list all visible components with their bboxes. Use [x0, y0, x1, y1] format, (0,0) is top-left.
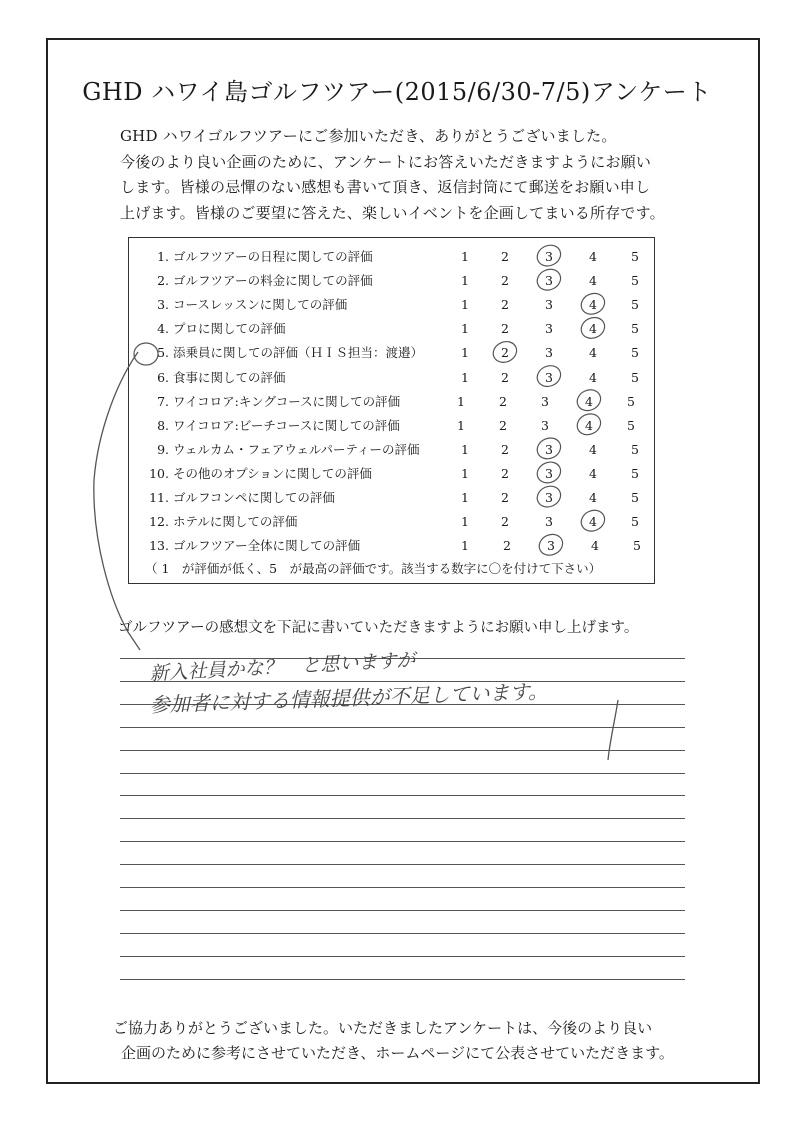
rating-option-4[interactable]: 4	[589, 321, 597, 337]
rating-option-1[interactable]: 1	[457, 393, 465, 409]
rating-option-3[interactable]: 3	[545, 273, 553, 289]
intro-line: します。皆様の忌憚のない感想も書いて頂き、返信封筒にて郵送をお願い申し	[120, 178, 651, 196]
selected-rating-circle	[534, 458, 564, 486]
rating-option-5[interactable]: 5	[631, 345, 639, 361]
closing-message	[113, 1016, 733, 1066]
rating-option-5[interactable]: 5	[631, 273, 639, 289]
question-number: 1.	[157, 249, 169, 264]
selected-rating-circle	[536, 531, 566, 559]
selected-rating-circle	[490, 338, 520, 366]
rating-option-1[interactable]: 1	[461, 441, 469, 457]
rating-option-4[interactable]: 4	[591, 538, 599, 554]
selected-rating-circle	[534, 362, 564, 390]
rating-option-4[interactable]: 4	[585, 417, 593, 433]
question-text: ホテルに関しての評価	[173, 514, 298, 530]
rating-option-1[interactable]: 1	[461, 345, 469, 361]
rating-option-4[interactable]: 4	[589, 345, 597, 361]
question-text: ワイコロア:ビーチコースに関しての評価	[173, 417, 400, 433]
pen-stroke	[94, 352, 140, 650]
question-text: ウェルカム・フェアウェルパーティーの評価	[173, 441, 420, 457]
rating-option-3[interactable]: 3	[545, 441, 553, 457]
rating-option-4[interactable]: 4	[589, 369, 597, 385]
rating-option-5[interactable]: 5	[631, 441, 639, 457]
comment-prompt: ゴルフツアーの感想文を下記に書いていただきますようにお願い申し上げます。	[118, 620, 639, 636]
rating-option-3[interactable]: 3	[545, 249, 553, 264]
question-number: 3.	[157, 297, 169, 313]
selected-rating-circle	[574, 386, 604, 414]
handwritten-comment-line: 新入社員かな？ と思いますが	[149, 649, 416, 685]
question-text: ゴルフコンペに関しての評価	[173, 490, 335, 505]
rating-option-4[interactable]: 4	[589, 465, 597, 481]
rating-option-3[interactable]: 3	[545, 321, 553, 337]
rating-option-3[interactable]: 3	[541, 393, 549, 409]
rating-option-1[interactable]: 1	[461, 490, 469, 505]
selected-rating-circle	[578, 507, 608, 535]
rating-option-2[interactable]: 2	[501, 369, 509, 385]
closing-line: 企画のために参考にさせていただき、ホームページにて公表させていただきます。	[121, 1044, 674, 1062]
rating-option-5[interactable]: 5	[631, 514, 639, 530]
question-text: その他のオプションに関しての評価	[173, 465, 372, 481]
intro-line: 上げます。皆様のご要望に答えた、楽しいイベントを企画してまいる所存です。	[120, 203, 665, 222]
survey-title: GHD ハワイ島ゴルフツアー(2015/6/30-7/5)アンケート	[82, 78, 712, 106]
rating-option-4[interactable]: 4	[589, 441, 597, 457]
rating-option-3[interactable]: 3	[545, 465, 553, 481]
question-number: 2.	[157, 273, 169, 289]
question-text: 食事に関しての評価	[173, 369, 286, 385]
rating-option-1[interactable]: 1	[457, 417, 465, 433]
question-number: 9.	[157, 441, 169, 457]
rating-option-4[interactable]: 4	[589, 249, 597, 264]
rating-option-5[interactable]: 5	[631, 369, 639, 385]
rating-option-2[interactable]: 2	[501, 249, 509, 264]
rating-option-1[interactable]: 1	[461, 465, 469, 481]
rating-option-2[interactable]: 2	[501, 490, 509, 505]
item-5-mark	[134, 343, 158, 365]
selected-rating-circle	[578, 314, 608, 342]
rating-option-2[interactable]: 2	[501, 345, 509, 361]
rating-option-3[interactable]: 3	[545, 345, 553, 361]
handwritten-comment-line: 参加者に対する情報提供が不足しています。	[149, 679, 549, 717]
rating-option-4[interactable]: 4	[589, 273, 597, 289]
rating-option-5[interactable]: 5	[631, 490, 639, 505]
rating-instructions: （ 1 が評価が低く、5 が最高の評価です。該当する数字に〇を付けて下さい）	[145, 561, 602, 576]
rating-option-3[interactable]: 3	[545, 490, 553, 505]
pen-stroke	[608, 700, 618, 760]
rating-option-4[interactable]: 4	[589, 490, 597, 505]
selected-rating-circle	[574, 410, 604, 438]
question-number: 6.	[157, 369, 169, 385]
rating-option-1[interactable]: 1	[461, 273, 469, 289]
rating-option-1[interactable]: 1	[461, 538, 469, 554]
rating-option-5[interactable]: 5	[631, 249, 639, 264]
rating-option-1[interactable]: 1	[461, 514, 469, 530]
question-number: 12.	[149, 514, 169, 530]
rating-option-5[interactable]: 5	[627, 417, 635, 433]
closing-line: ご協力ありがとうございました。いただきましたアンケートは、今後のより良い	[113, 1019, 653, 1037]
question-text: ワイコロア:キングコースに関しての評価	[173, 393, 401, 409]
selected-rating-circle	[578, 290, 608, 318]
question-number: 7.	[157, 393, 169, 409]
rating-option-2[interactable]: 2	[503, 538, 511, 554]
selected-rating-circle	[534, 482, 564, 510]
rating-option-1[interactable]: 1	[461, 297, 469, 313]
question-number: 11.	[149, 490, 169, 505]
question-text: プロに関しての評価	[173, 321, 286, 337]
rating-option-3[interactable]: 3	[547, 538, 555, 554]
rating-option-2[interactable]: 2	[501, 441, 509, 457]
rating-option-2[interactable]: 2	[501, 273, 509, 289]
question-number: 13.	[149, 538, 169, 554]
selected-rating-circle	[534, 434, 564, 462]
question-text: ゴルフツアーの料金に関しての評価	[173, 273, 373, 289]
selected-rating-circle	[534, 241, 564, 269]
rating-option-2[interactable]: 2	[501, 514, 509, 530]
rating-option-5[interactable]: 5	[631, 321, 639, 337]
rating-option-5[interactable]: 5	[631, 297, 639, 313]
rating-option-4[interactable]: 4	[589, 297, 597, 313]
rating-option-2[interactable]: 2	[499, 417, 507, 433]
rating-option-2[interactable]: 2	[501, 297, 509, 313]
intro-line: GHD ハワイゴルフツアーにご参加いただき、ありがとうございました。	[120, 127, 617, 145]
rating-option-1[interactable]: 1	[461, 369, 469, 385]
rating-option-2[interactable]: 2	[501, 321, 509, 337]
rating-option-2[interactable]: 2	[499, 393, 507, 409]
rating-option-4[interactable]: 4	[589, 514, 597, 530]
rating-option-5[interactable]: 5	[633, 538, 641, 554]
question-text: ゴルフツアー全体に関しての評価	[173, 538, 361, 554]
selected-rating-circle	[534, 266, 564, 294]
rating-option-4[interactable]: 4	[585, 393, 593, 409]
rating-option-2[interactable]: 2	[501, 465, 509, 481]
question-number: 10.	[149, 465, 169, 481]
question-number: 4.	[157, 321, 169, 337]
intro-line: 今後のより良い企画のために、アンケートにお答えいただきますようにお願い	[120, 152, 652, 171]
rating-option-5[interactable]: 5	[627, 393, 635, 409]
rating-option-1[interactable]: 1	[461, 321, 469, 337]
question-text: コースレッスンに関しての評価	[173, 297, 348, 313]
rating-option-3[interactable]: 3	[541, 417, 549, 433]
rating-option-3[interactable]: 3	[545, 369, 553, 385]
rating-option-3[interactable]: 3	[545, 297, 553, 313]
question-number: 5.	[157, 345, 169, 361]
rating-option-5[interactable]: 5	[631, 465, 639, 481]
rating-option-1[interactable]: 1	[461, 249, 469, 264]
question-text: 添乗員に関しての評価（ＨＩＳ担当：渡邉）	[173, 345, 424, 361]
rating-option-3[interactable]: 3	[545, 514, 553, 530]
question-number: 8.	[157, 417, 169, 433]
question-text: ゴルフツアーの日程に関しての評価	[173, 249, 373, 264]
